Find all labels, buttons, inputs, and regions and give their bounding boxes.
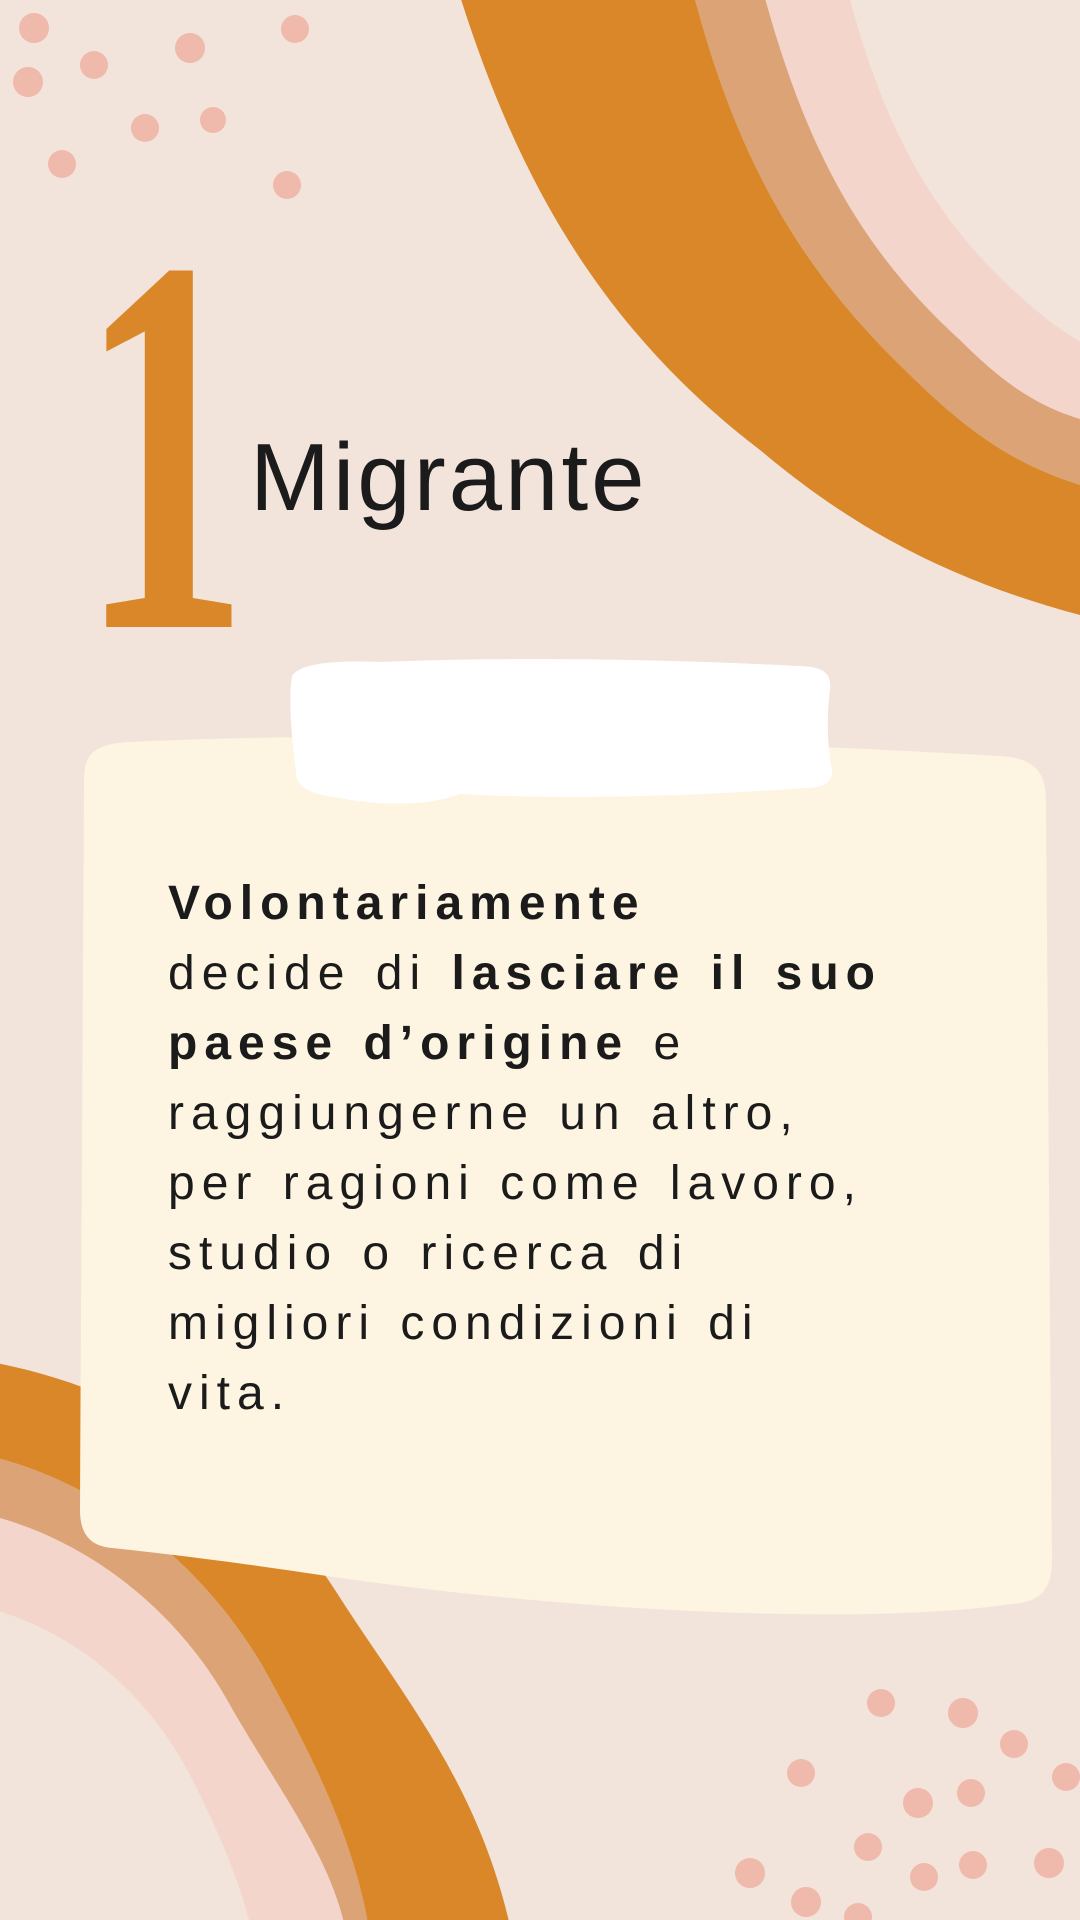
text-line xyxy=(168,1079,988,1149)
bottom-right-dots xyxy=(735,1689,1080,1920)
text-line xyxy=(168,1219,988,1289)
page-title: Migrante xyxy=(250,424,648,531)
text-run: e xyxy=(629,1017,688,1070)
text-line xyxy=(168,1359,988,1429)
tape-shape xyxy=(290,659,832,804)
text-run: migliori condizioni di xyxy=(168,1297,760,1350)
text-run: studio o ricerca di xyxy=(168,1227,690,1280)
text-line xyxy=(168,1009,988,1079)
text-line xyxy=(168,869,988,939)
top-right-wave xyxy=(455,0,1080,630)
text-run: decide di xyxy=(168,947,452,1000)
section-number: 1 xyxy=(79,146,250,744)
definition-text xyxy=(168,869,988,1429)
text-run: per ragioni come lavoro, xyxy=(168,1157,863,1210)
text-run: vita. xyxy=(168,1367,292,1420)
text-run: raggiungerne un altro, xyxy=(168,1087,800,1140)
text-line xyxy=(168,1149,988,1219)
text-line xyxy=(168,1289,988,1359)
text-run-bold: paese d’origine xyxy=(168,1017,630,1070)
text-run-bold: lasciare il suo xyxy=(451,947,882,1000)
text-line xyxy=(168,939,988,1009)
text-run-bold: Volontariamente xyxy=(168,877,646,930)
